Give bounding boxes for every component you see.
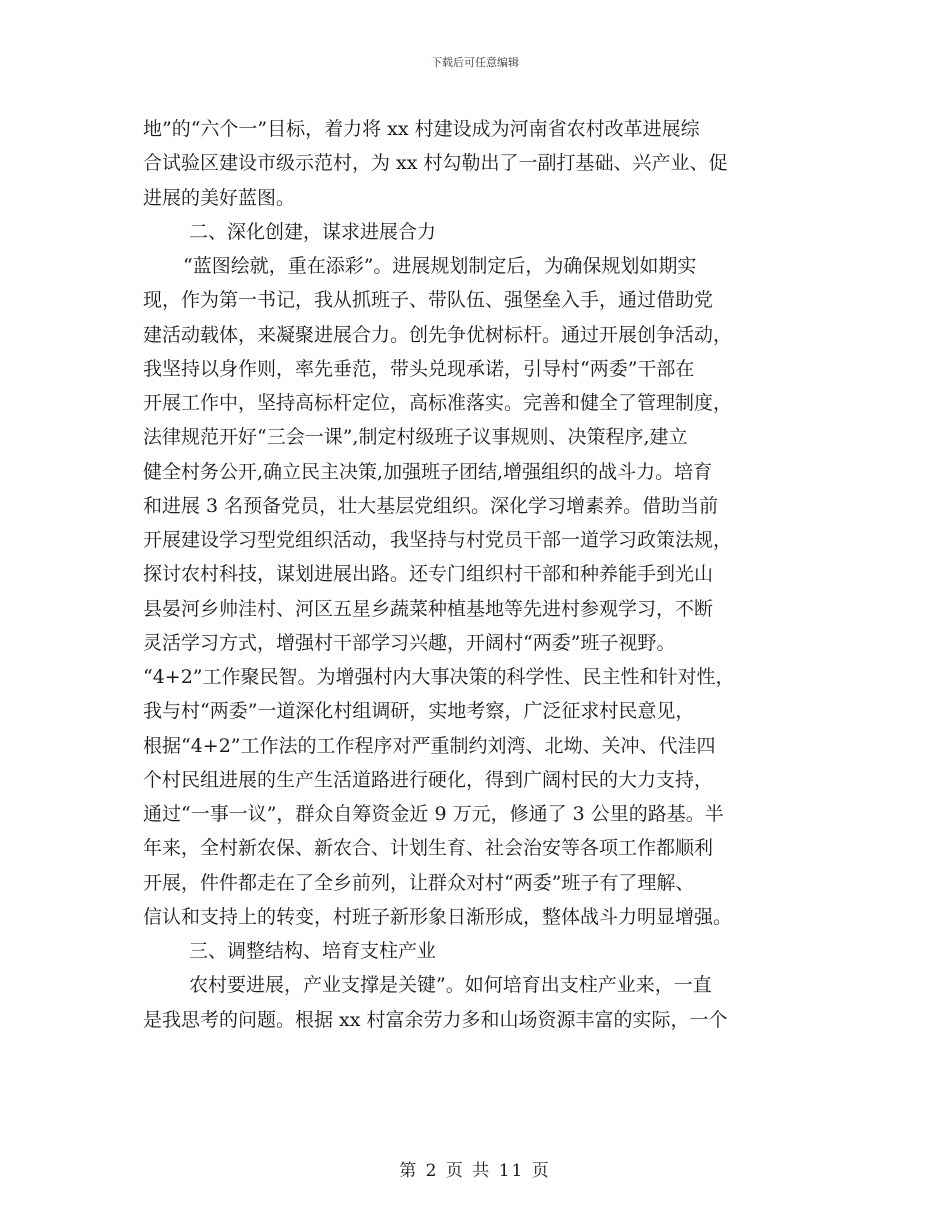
text-line: 年来，全村新农保、新农合、计划生育、社会治安等各项工作都顺利 (143, 837, 714, 860)
page-number: 第 2 页 共 11 页 (399, 1161, 551, 1181)
text-line: 开展建设学习型党组织活动，我坚持与村党员干部一道学习政策法规， (143, 529, 733, 551)
text-line: 健全村务公开,确立民主决策,加强班子团结,增强组织的战斗力。培育 (143, 460, 713, 483)
text-line: “蓝图绘就，重在添彩”。进展规划制定后，为确保规划如期实 (183, 255, 697, 277)
text-line: 信认和支持上的转变，村班子新形象日渐形成，整体战斗力明显增强。 (143, 905, 733, 928)
text-line: 通过“一事一议”，群众自筹资金近 9 万元，修通了 3 公里的路基。半 (143, 803, 724, 825)
text-line: 根据“4+2”工作法的工作程序对严重制约刘湾、北坳、关冲、代洼四 (143, 734, 716, 757)
text-line: 开展，件件都走在了全乡前列，让群众对村“两委”班子有了理解、 (143, 871, 695, 894)
text-line: 开展工作中，坚持高标杆定位，高标准落实。完善和健全了管理制度， (143, 392, 733, 414)
text-line: 灵活学习方式，增强村干部学习兴趣，开阔村“两委”班子视野。 (143, 631, 676, 654)
text-line: 进展的美好蓝图。 (143, 186, 296, 209)
text-line: 我坚持以身作则，率先垂范，带头兑现承诺，引导村“两委”干部在 (143, 357, 695, 380)
section-heading: 三、调整结构、培育支柱产业 (189, 940, 437, 962)
text-line: 县晏河乡帅洼村、河区五星乡蔬菜种植基地等先进村参观学习，不断 (143, 597, 714, 620)
text-line: 农村要进展，产业支撑是关键”。如何培育出支柱产业来，一直 (189, 974, 712, 997)
text-line: 和进展 3 名预备党员，壮大基层党组织。深化学习增素养。借助当前 (143, 494, 719, 517)
text-line: 建活动载体，来凝聚进展合力。创先争优树标杆。通过开展创争活动， (143, 323, 733, 346)
text-line: 个村民组进展的生产生活道路进行硬化，得到广阔村民的大力支持， (143, 768, 714, 791)
section-heading: 二、深化创建，谋求进展合力 (189, 220, 437, 243)
text-line: 是我思考的问题。根据 xx 村富余劳力多和山场资源丰富的实际，一个 (143, 1008, 728, 1031)
text-line: 地”的“六个一”目标，着力将 xx 村建设成为河南省农村改革进展综 (143, 118, 700, 140)
text-line: “4+2”工作聚民智。为增强村内大事决策的科学性、民主性和针对性， (143, 666, 735, 688)
text-line: 我与村“两委”一道深化村组调研，实地考察，广泛征求村民意见， (143, 700, 695, 723)
text-line: 法律规范开好“三会一课”,制定村级班子议事规则、决策程序,建立 (143, 426, 688, 449)
text-line: 探讨农村科技，谋划进展出路。还专门组织村干部和种养能手到光山 (143, 563, 714, 586)
text-line: 现，作为第一书记，我从抓班子、带队伍、强堡垒入手，通过借助党 (143, 289, 714, 312)
header-note: 下载后可任意编辑 (431, 56, 519, 69)
text-line: 合试验区建设市级示范村，为 xx 村勾勒出了一副打基础、兴产业、促 (143, 152, 728, 175)
document-body (143, 112, 813, 1037)
